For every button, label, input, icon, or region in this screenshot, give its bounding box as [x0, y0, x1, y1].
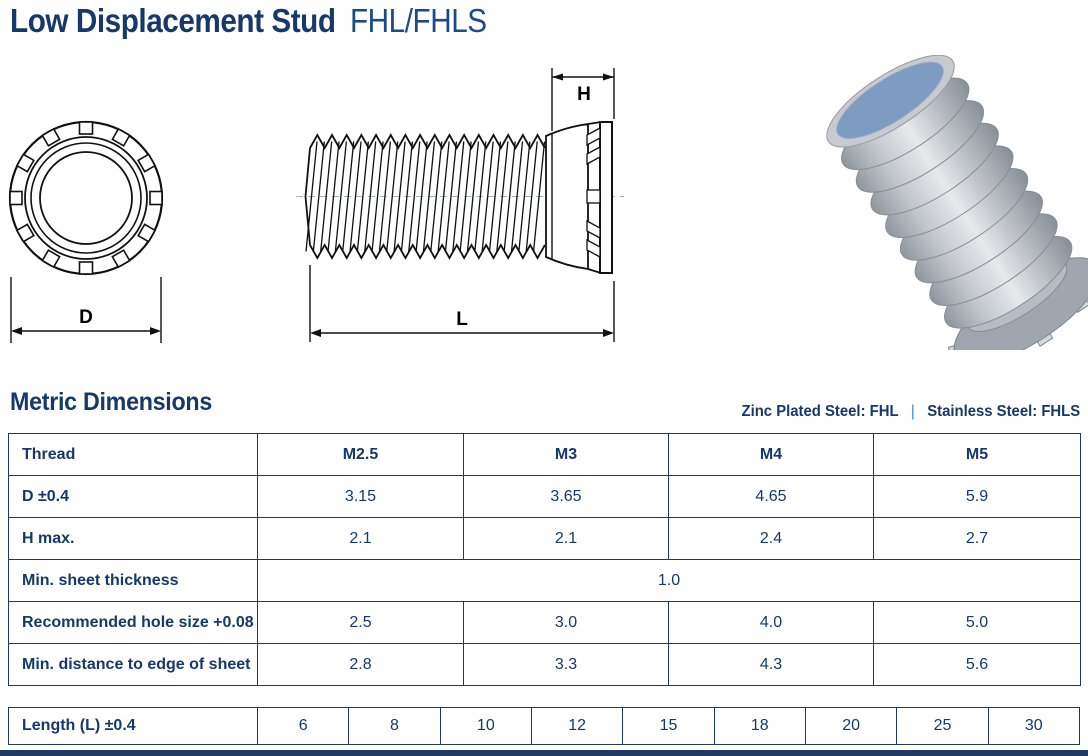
table-cell: 5.9 — [874, 476, 1081, 518]
section-heading: Metric Dimensions — [10, 388, 212, 416]
next-table-top-edge — [0, 750, 1088, 756]
table-cell: 5.6 — [874, 644, 1081, 686]
row-label: D ±0.4 — [9, 476, 258, 518]
length-dim-label: L — [456, 309, 468, 330]
table-cell: 2.4 — [669, 518, 874, 560]
material-separator: | — [910, 403, 915, 420]
length-cell: 18 — [714, 708, 805, 745]
page-title: Low Displacement Stud — [10, 2, 336, 39]
table-cell: 2.1 — [464, 518, 669, 560]
length-cell: 6 — [258, 708, 349, 745]
length-dimension — [310, 265, 614, 342]
head-height-dim-label: H — [577, 84, 591, 105]
table-cell: 3.3 — [464, 644, 669, 686]
side-view-drawing — [296, 68, 624, 342]
length-cell: 15 — [623, 708, 714, 745]
material-stainless-label: Stainless Steel: FHLS — [927, 403, 1080, 420]
flange-outer-circle — [10, 122, 162, 274]
length-cell: 30 — [988, 708, 1079, 745]
table-cell: 4.0 — [669, 602, 874, 644]
row-label: H max. — [9, 518, 258, 560]
length-cell: 25 — [897, 708, 988, 745]
table-row — [9, 476, 1081, 518]
shank-circle — [31, 143, 141, 253]
table-cell: 3.65 — [464, 476, 669, 518]
row-label: Recommended hole size +0.08 — [9, 602, 258, 644]
col-header-m4: M4 — [669, 434, 874, 476]
table-header-row — [9, 434, 1081, 476]
flange-plate — [600, 122, 612, 273]
product-photo — [801, 55, 1088, 350]
thread-profile — [306, 135, 545, 258]
table-row — [9, 644, 1081, 686]
length-cell: 20 — [805, 708, 896, 745]
head-serrations — [587, 128, 600, 257]
table-cell: 2.8 — [258, 644, 464, 686]
material-legend — [741, 403, 1080, 421]
col-header-m25: M2.5 — [258, 434, 464, 476]
row-label: Min. distance to edge of sheet — [9, 644, 258, 686]
length-cell: 8 — [349, 708, 440, 745]
table-cell: 5.0 — [874, 602, 1081, 644]
row-label: Min. sheet thickness — [9, 560, 258, 602]
length-cell: 10 — [440, 708, 531, 745]
front-view-drawing — [10, 122, 162, 343]
metric-dimensions-table — [8, 433, 1081, 686]
flange-ring-circle — [25, 137, 147, 259]
table-cell: 3.15 — [258, 476, 464, 518]
table-cell: 3.0 — [464, 602, 669, 644]
corner-header: Thread — [9, 434, 258, 476]
table-row — [9, 560, 1081, 602]
table-cell: 4.3 — [669, 644, 874, 686]
table-cell: 2.5 — [258, 602, 464, 644]
thread-bore-circle — [40, 152, 132, 244]
table-row — [9, 602, 1081, 644]
table-row — [9, 518, 1081, 560]
table-cell: 2.7 — [874, 518, 1081, 560]
col-header-m3: M3 — [464, 434, 669, 476]
col-header-m5: M5 — [874, 434, 1081, 476]
length-row-label: Length (L) ±0.4 — [9, 708, 258, 745]
length-table — [8, 707, 1080, 745]
diameter-dim-label: D — [79, 307, 93, 328]
material-zinc-label: Zinc Plated Steel: FHL — [741, 403, 899, 420]
merged-cell: 1.0 — [258, 560, 1081, 602]
header — [10, 2, 487, 40]
table-cell: 2.1 — [258, 518, 464, 560]
product-code: FHL/FHLS — [349, 2, 487, 39]
technical-drawings — [0, 55, 1088, 350]
length-row — [9, 708, 1080, 745]
length-cell: 12 — [531, 708, 622, 745]
table-cell: 4.65 — [669, 476, 874, 518]
